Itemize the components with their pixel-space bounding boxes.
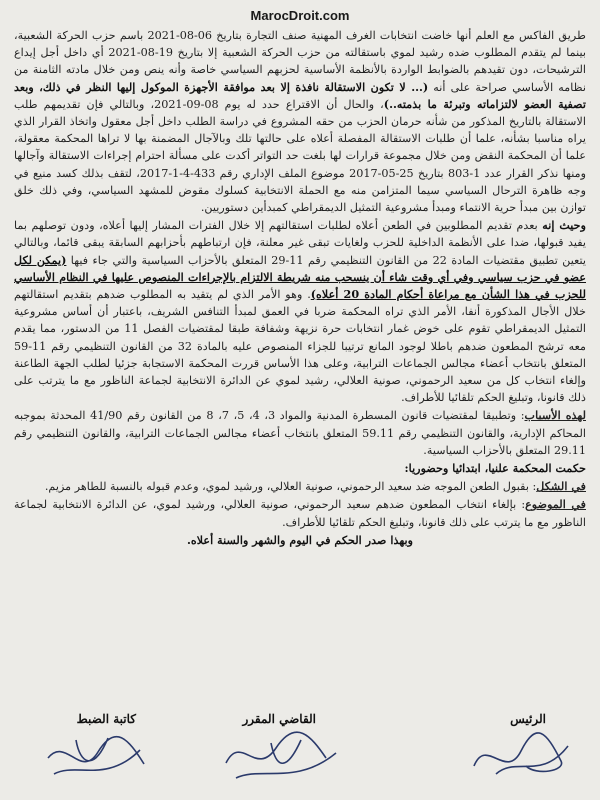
bylaws-quote: (... لا تكون الاستقالة نافذة إلا بعد موافقة الأجهزة الموكول إليها النظر في ذلك، وبعد تصفية العضو لالتزاماته وتبرئة ما بذمته..) [14, 79, 586, 111]
clerk-signature-scribble [36, 728, 156, 790]
clerk-label: كاتبة الضبط [76, 712, 136, 726]
paragraph-1 [14, 27, 586, 216]
ruling-intro: حكمت المحكمة علنيا، ابتدائيا وحضوريا: [404, 461, 586, 476]
reasons-text: : وتطبيقا لمقتضيات قانون المسطرة المدنية والمواد 3، 4، 5، 7، 8 من القانون رقم 41/90 المحدثة بموجبه المحاكم الإدارية، والقانون التنظيمي رقم 59.11 المتعلق بانتخاب أعضاء مجالس الجماعات الترابية، والقانون التنظيمي رقم 29.11 المتعلق بالأحزاب السياسية. [14, 409, 586, 457]
president-label: الرئيس [510, 712, 546, 726]
ruling-form [14, 478, 586, 495]
paragraph-2-lead: وحيث إنه [542, 218, 586, 233]
judgment-body [14, 27, 586, 549]
subject-text: : بإلغاء انتخاب المطعون ضدهم سعيد الرحموني، صونية العلالي، ورشيد لموي، عن الدائرة الانتخابية لجماعة الناظور مع ما يترتب على ذلك قانونا، وتبليغ الحكم تلقائيا للأطراف. [14, 498, 586, 529]
form-text: : بقبول الطعن الموجه ضد سعيد الرحموني، صونية العلالي، ورشيد لموي، وعدم قبوله بالنسبة للطاهر مزيم. [44, 480, 537, 494]
article-22-quote: (يمكن لكل عضو في حزب سياسي وفي أي وقت شاء أن ينسحب منه شريطة الالتزام بالإجراءات المنصوص عليها في النظام الأساسي للحزب في هذا الشأن مع مراعاة أحكام المادة 20 أعلاه) [14, 252, 587, 302]
ruling-subject [14, 496, 586, 530]
form-heading: في الشكل [536, 479, 586, 494]
paragraph-2-text-a: بعدم تقديم المطلوبين في الطعن أعلاه لطلبات استقالتهم إلا خلال الفترات المشار إليها أعلاه، ودون توصلهم بما يفيد قبولها، ضدا على الأنظمة الداخلية للحزب ولغايات تبقى غير معلنة، فإن ارتباطهم بأحزابهم السابقة يبقى قائما، وبالتالي يتعين تطبيق مقتضيات المادة 22 من القانون التنظيمي رقم 11-29 المتعلق بالأحزاب السياسية والتي جاء فيها [14, 219, 587, 267]
paragraph-2-text-c: . وهو الأمر الذي لم يتقيد به المطلوب ضدهم بتقديم استقالتهم خلال الأجال المذكورة أنفا، الأمر الذي تراه المحكمة ضربا في العمق لمبدأ التنافس الشريف، باعتبار أن أساس مشروعية التمثيل الديمقراطي تقوم على خوض غمار انتخابات حرة نزيهة وشفافة طبقا لمقتضيات الفصل 11 من الدستور، مما يقدم معه ترشح المطعون ضدهم باطلا لوجود المانع ترتيبا للجزاء المنصوص عليه بالمادة 32 من القانون التنظيمي رقم 11-59 المتعلق بانتخاب أعضاء مجالس الجماعات الترابية، وعلى هذا الأساس قررت المحكمة الاستجابة جزئيا لطلب الجهة الطاعنة وإلغاء انتخاب كل من سعيد الرحموني، صونية العلالي، رشيد لموي عن الدائرة الانتخابية لجماعة الناظور مع ما يترتب على ذلك قانونا، وتبليغ الحكم تلقائيا للأطراف. [14, 288, 587, 405]
rapporteur-label: القاضي المقرر [242, 712, 316, 726]
reasons-paragraph [14, 407, 586, 459]
site-watermark-header: MarocDroit.com [250, 8, 350, 23]
paragraph-2 [14, 217, 586, 406]
president-signature-scribble [466, 726, 576, 788]
rapporteur-signature-scribble [216, 728, 346, 790]
paragraph-1-text-a: طريق الفاكس مع العلم أنها خاضت انتخابات الغرف المهنية صنف التجارة بتاريخ 06-08-2021 باسم حزب الحركة الشعبية، بينما لم يتقدم المطلوب ضده رشيد لموي باستقالته من حزب الحركة الشعبية إلا بتاريخ 19-08-2021 أي داخل أجل إيداع الترشيحات، دون تقيدهم بالضوابط الواردة بالأنظمة الأساسية لحزبهم السياسي خاصة وأنه ينص ومن خلال مادته الثامنة من نظامه الأساسي صراحة على أنه [14, 29, 586, 94]
subject-heading: في الموضوع [525, 497, 586, 512]
reasons-heading: لهذه الأسباب [524, 408, 586, 423]
signature-row [14, 712, 586, 792]
closing-line: وبهذا صدر الحكم في اليوم والشهر والسنة أعلاه. [186, 532, 414, 547]
paragraph-1-text-c: ، والحال أن الاقتراع حدد له يوم 08-09-2021، وبالتالي فإن تقديمهم طلب الاستقالة بالتاريخ المذكور من شأنه حرمان الحزب من حقه المشروع في دراسة الطلب داخل أجل معقول واتخاذ القرار الذي يراه مناسبا بشأنه، علما أن طلبات الاستقالة المفصلة أعلاه على حالتها تلك وبالآجال المضمنة بها لا تراها المحكمة معقولة، علما أن المحكمة النقض ومن خلال مجموعة قرارات لها بلغت حد التواتر أكدت على مسألة احترام إجراءات الاستقالة وآجالها ومنها نذكر القرار عدد 1-803 بتاريخ 25-05-2017 موضوع الملف الإداري رقم 433-4-1-2017، لتقف بذلك كسد منيع في وجه ظاهرة الترحال السياسي سيما المتزامن منه مع الحملة الانتخابية كسلوك مقوض للمشهد السياسي، وفي ذلك خلق توازن بين مبدأ حرية الانتماء ومبدأ مشروعية التمثيل الديمقراطي كمبدأين دستوريين. [14, 97, 587, 215]
